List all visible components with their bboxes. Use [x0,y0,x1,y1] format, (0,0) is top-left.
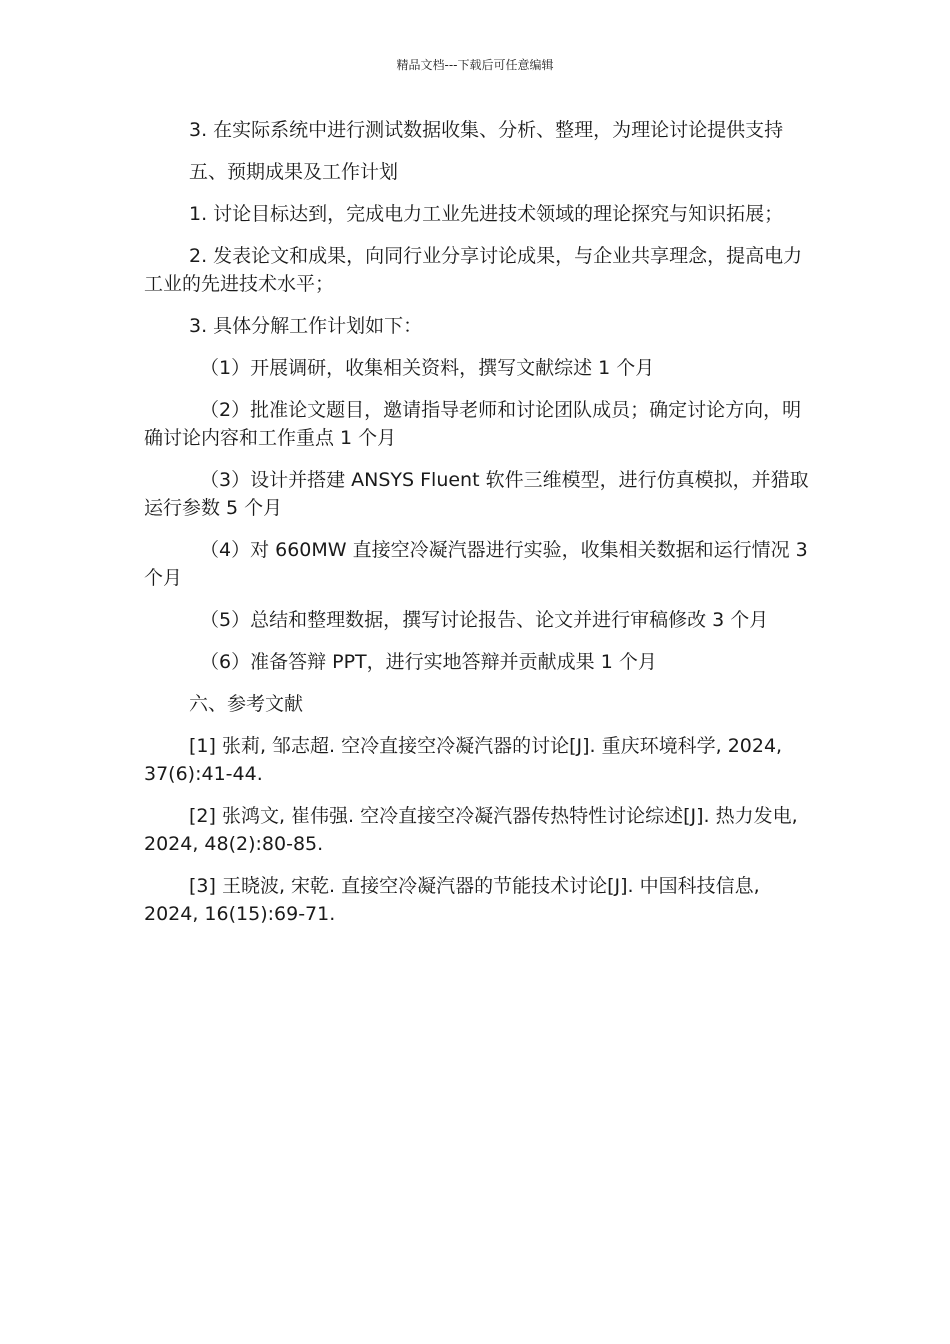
section-heading: 六、参考文献 [189,693,304,715]
plan-item: （4）对 660MW 直接空冷凝汽器进行实验，收集相关数据和运行情况 3 个月 [144,539,808,589]
plan-item: （6）准备答辩 PPT，进行实地答辩并贡献成果 1 个月 [200,651,657,673]
reference-item: [1] 张莉, 邹志超. 空冷直接空冷凝汽器的讨论[J]. 重庆环境科学, 2024, 37(6):41-44. [144,735,783,785]
reference-item: [3] 王晓波, 宋乾. 直接空冷凝汽器的节能技术讨论[J]. 中国科技信息, 2024, 16(15):69-71. [144,875,760,925]
document-body [144,116,812,942]
list-item: 3. 在实际系统中进行测试数据收集、分析、整理，为理论讨论提供支持 [189,119,784,141]
reference-item: [2] 张鸿文, 崔伟强. 空冷直接空冷凝汽器传热特性讨论综述[J]. 热力发电, 2024, 48(2):80-85. [144,805,798,855]
plan-item: （5）总结和整理数据，撰写讨论报告、论文并进行审稿修改 3 个月 [200,609,769,631]
page-header: 精品文档---下载后可任意编辑 [396,58,554,72]
plan-item: （1）开展调研，收集相关资料，撰写文献综述 1 个月 [200,357,655,379]
plan-item: （3）设计并搭建 ANSYS Fluent 软件三维模型，进行仿真模拟，并猎取运行参数 5 个月 [144,469,809,519]
list-item: 2. 发表论文和成果，向同行业分享讨论成果，与企业共享理念，提高电力工业的先进技术水平； [144,245,803,295]
list-item: 1. 讨论目标达到，完成电力工业先进技术领域的理论探究与知识拓展； [189,203,784,225]
section-heading: 五、预期成果及工作计划 [189,161,399,183]
list-item: 3. 具体分解工作计划如下： [189,315,423,337]
plan-item: （2）批准论文题目，邀请指导老师和讨论团队成员；确定讨论方向，明确讨论内容和工作重点 1 个月 [144,399,802,449]
